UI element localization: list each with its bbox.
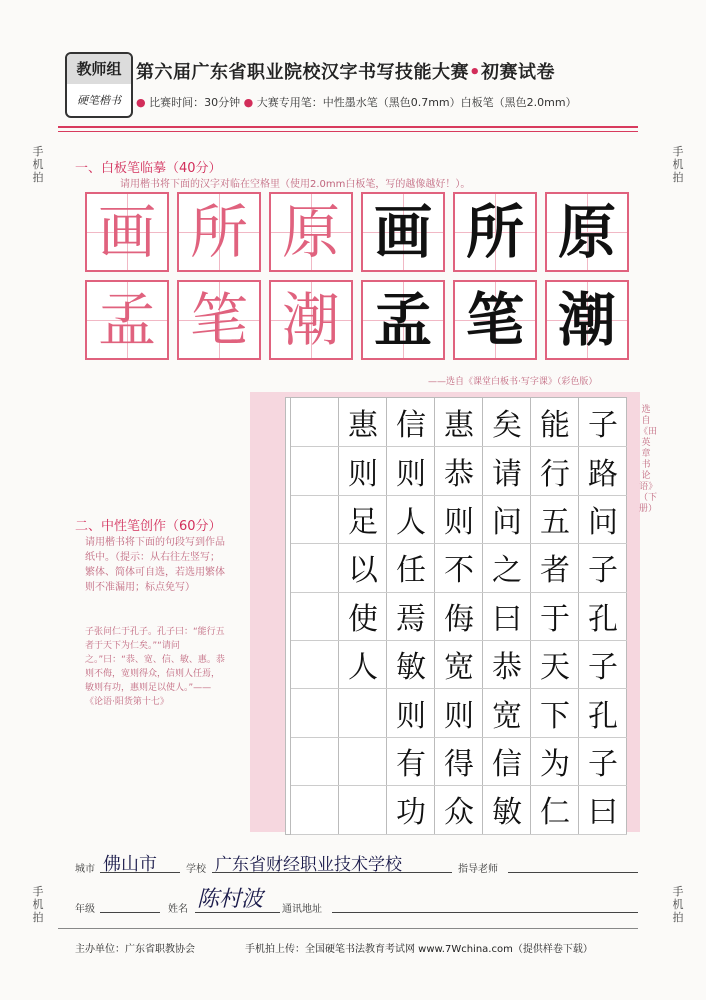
side-label-left-top: 手机拍 — [32, 145, 44, 184]
grid-cell: 则 — [387, 446, 435, 495]
grid-cell: 任 — [387, 543, 435, 592]
grid-cell: 问 — [483, 495, 531, 544]
grid-cell — [291, 785, 339, 834]
grid-cell: 请 — [483, 446, 531, 495]
grid-cell: 则 — [387, 688, 435, 737]
section2-instruction: 请用楷书将下面的句段写到作品纸中。（提示：从右往左竖写；繁体、简体可自选，若选用繁体则不准漏用；标点免写） — [85, 537, 225, 593]
exam-title-tail: 初赛试卷 — [481, 62, 556, 83]
written-cell — [545, 192, 629, 272]
organizer: 主办单位：广东省职教协会 — [75, 944, 195, 955]
section2-model-text: 子张问仁于孔子。孔子曰：“能行五者于天下为仁矣。”“请问之。”曰：“恭、宽、信、敏、惠。恭则不侮，宽则得众，信则人任焉，敏则有功，惠则足以使人。”——《论语·阳货第十七》 — [85, 627, 225, 707]
grid-cell: 子 — [579, 737, 627, 786]
grid-cell — [291, 398, 339, 447]
model-char: 画 — [97, 198, 156, 266]
grid-column — [482, 398, 531, 834]
copy-grid — [85, 192, 637, 362]
side-label-right-bottom: 手机拍 — [672, 885, 684, 924]
grid-cell: 不 — [435, 543, 483, 592]
city-label: 城市 — [75, 864, 95, 875]
grid-cell: 恭 — [483, 640, 531, 689]
grid-cell: 侮 — [435, 592, 483, 641]
grid-cell: 则 — [339, 446, 387, 495]
grid-cell: 曰 — [579, 785, 627, 834]
grid-cell — [291, 640, 339, 689]
grid-cell: 曰 — [483, 592, 531, 641]
grid-cell: 为 — [531, 737, 579, 786]
written-cell — [361, 192, 445, 272]
address-line — [332, 912, 638, 913]
grid-column — [530, 398, 579, 834]
title-separator: • — [469, 62, 482, 83]
section1-instruction: 请用楷书将下面的汉字对临在空格里（使用2.0mm白板笔，写的越像越好！）。 — [120, 179, 471, 190]
grid-cell: 者 — [531, 543, 579, 592]
model-cell — [177, 192, 261, 272]
section2-heading: 二、中性笔创作（60分） — [75, 519, 222, 534]
written-char: 所 — [465, 198, 524, 266]
grid-cell: 之 — [483, 543, 531, 592]
model-char: 潮 — [281, 286, 340, 354]
grid-cell: 子 — [579, 640, 627, 689]
grid-cell: 能 — [531, 398, 579, 447]
grid-cell — [291, 737, 339, 786]
address-label: 通讯地址 — [282, 904, 322, 915]
grid-cell: 功 — [387, 785, 435, 834]
grade-line — [100, 912, 160, 913]
grid-column — [434, 398, 483, 834]
school-value: 广东省财经职业技术学校 — [215, 855, 402, 875]
grid-column — [290, 398, 339, 834]
exam-time: 比赛时间：30分钟 — [149, 96, 241, 109]
grid-cell: 信 — [483, 737, 531, 786]
city-value: 佛山市 — [103, 854, 157, 875]
exam-title-main: 第六届广东省职业院校汉字书写技能大赛 — [136, 62, 469, 83]
grid-cell: 恭 — [435, 446, 483, 495]
model-char: 孟 — [97, 286, 156, 354]
grid-cell: 行 — [531, 446, 579, 495]
grid-cell — [291, 688, 339, 737]
written-char: 笔 — [465, 286, 524, 354]
section1-heading: 一、白板笔临摹（40分） — [75, 161, 222, 176]
grid-cell: 人 — [387, 495, 435, 544]
model-char: 原 — [281, 198, 340, 266]
grid-cell: 矣 — [483, 398, 531, 447]
grid-cell: 敏 — [483, 785, 531, 834]
grid-cell: 焉 — [387, 592, 435, 641]
section2-source: 选自《田英章书论语》（下册） — [639, 405, 658, 514]
section1-source: ——选自《课堂白板书·写字课》（彩色版） — [428, 377, 598, 387]
group-badge — [65, 52, 133, 118]
grade-label: 年级 — [75, 904, 95, 915]
exam-subtitle — [136, 94, 577, 110]
grid-cell: 足 — [339, 495, 387, 544]
name-value: 陈村波 — [197, 887, 264, 912]
grid-cell: 敏 — [387, 640, 435, 689]
grid-cell — [291, 446, 339, 495]
grid-cell: 有 — [387, 737, 435, 786]
grid-cell: 人 — [339, 640, 387, 689]
grid-cell: 以 — [339, 543, 387, 592]
grid-cell: 众 — [435, 785, 483, 834]
written-char: 潮 — [557, 286, 616, 354]
grid-cell: 下 — [531, 688, 579, 737]
header-rule-top — [58, 126, 638, 128]
upload-info: 手机拍上传：全国硬笔书法教育考试网 www.7Wchina.com（提供样卷下载） — [245, 944, 593, 955]
teacher-label: 指导老师 — [458, 864, 498, 875]
grid-cell: 天 — [531, 640, 579, 689]
grid-column — [338, 398, 387, 834]
header-rule-bottom — [58, 131, 638, 132]
grid-cell: 五 — [531, 495, 579, 544]
grid-cell: 使 — [339, 592, 387, 641]
footer-rule — [58, 928, 638, 929]
grid-cell: 路 — [579, 446, 627, 495]
writing-grid — [285, 397, 627, 835]
grid-cell: 孔 — [579, 592, 627, 641]
grid-cell — [339, 688, 387, 737]
model-cell — [269, 280, 353, 360]
name-label: 姓名 — [168, 904, 188, 915]
model-char: 笔 — [189, 286, 248, 354]
model-cell — [177, 280, 261, 360]
model-cell — [85, 192, 169, 272]
grid-cell: 问 — [579, 495, 627, 544]
grid-cell — [339, 737, 387, 786]
exam-pens: 大赛专用笔：中性墨水笔（黑色0.7mm）白板笔（黑色2.0mm） — [256, 96, 577, 109]
grid-cell — [291, 495, 339, 544]
exam-title — [136, 58, 555, 84]
grid-cell: 则 — [435, 688, 483, 737]
grid-column — [386, 398, 435, 834]
written-char: 原 — [557, 198, 616, 266]
written-char: 孟 — [373, 286, 432, 354]
written-cell — [545, 280, 629, 360]
grid-cell — [291, 592, 339, 641]
badge-style-label: 硬笔楷书 — [77, 94, 121, 107]
bullet-icon: ● — [243, 96, 254, 109]
model-cell — [85, 280, 169, 360]
grid-cell — [339, 785, 387, 834]
side-label-right-top: 手机拍 — [672, 145, 684, 184]
grid-cell: 得 — [435, 737, 483, 786]
written-char: 画 — [373, 198, 432, 266]
grid-column — [578, 398, 627, 834]
badge-group-label: 教师组 — [67, 54, 131, 84]
model-char: 所 — [189, 198, 248, 266]
grid-cell: 孔 — [579, 688, 627, 737]
grid-cell: 则 — [435, 495, 483, 544]
grid-cell: 仁 — [531, 785, 579, 834]
grid-cell: 信 — [387, 398, 435, 447]
written-cell — [453, 192, 537, 272]
teacher-line — [508, 872, 638, 873]
school-label: 学校 — [186, 864, 206, 875]
model-cell — [269, 192, 353, 272]
grid-cell — [291, 543, 339, 592]
grid-cell: 于 — [531, 592, 579, 641]
grid-cell: 子 — [579, 543, 627, 592]
written-cell — [361, 280, 445, 360]
bullet-icon: ● — [136, 96, 146, 109]
grid-cell: 子 — [579, 398, 627, 447]
written-cell — [453, 280, 537, 360]
grid-cell: 宽 — [483, 688, 531, 737]
side-label-left-bottom: 手机拍 — [32, 885, 44, 924]
grid-cell: 惠 — [339, 398, 387, 447]
grid-cell: 惠 — [435, 398, 483, 447]
grid-cell: 宽 — [435, 640, 483, 689]
